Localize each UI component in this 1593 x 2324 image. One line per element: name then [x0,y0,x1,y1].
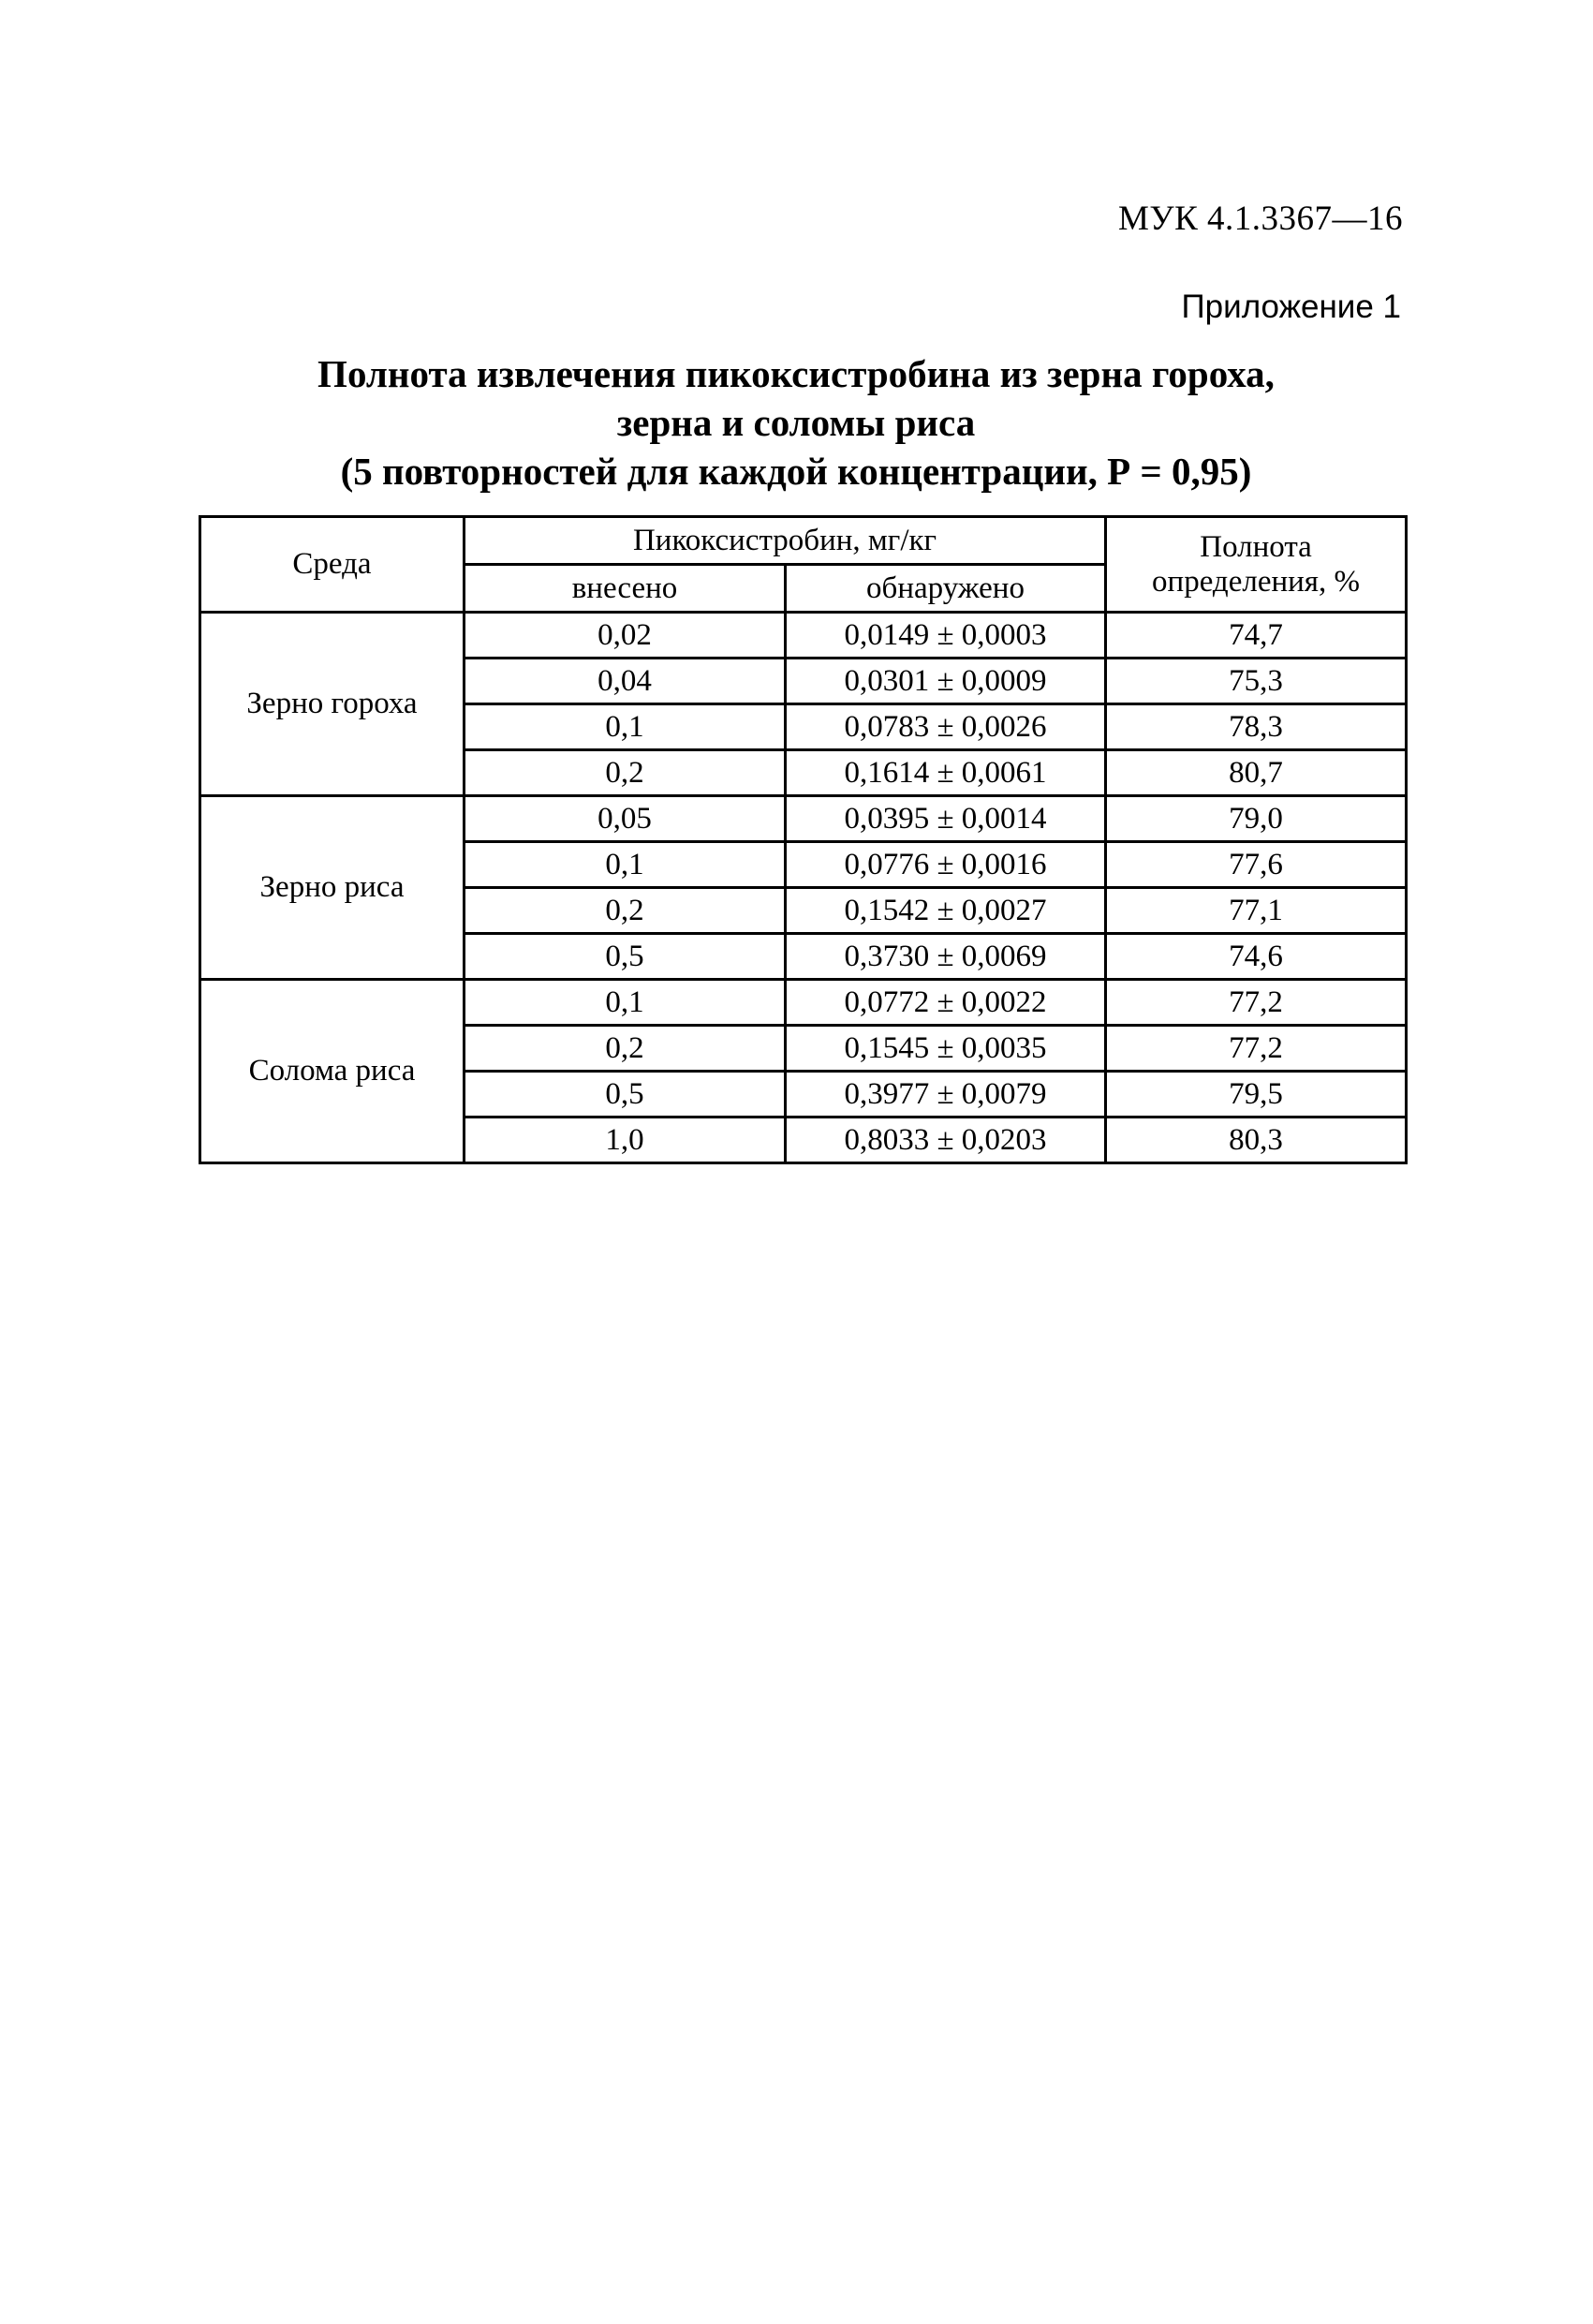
recovery-cell: 74,6 [1106,934,1407,980]
table-header [200,517,1407,613]
header-recovery-line-1: Полнота [1200,530,1312,565]
found-cell: 0,0149 ± 0,0003 [786,613,1106,659]
recovery-cell: 79,0 [1106,796,1407,842]
recovery-cell: 80,7 [1106,750,1407,796]
header-added: внесено [465,565,786,613]
found-cell: 0,1542 ± 0,0027 [786,888,1106,934]
table-row [200,613,1407,659]
added-cell: 0,5 [465,934,786,980]
table-body [200,613,1407,1163]
recovery-cell: 77,6 [1106,842,1407,888]
recovery-cell: 75,3 [1106,659,1407,704]
recovery-table [199,515,1408,1164]
medium-cell: Солома риса [200,980,465,1163]
found-cell: 0,3730 ± 0,0069 [786,934,1106,980]
added-cell: 0,5 [465,1072,786,1118]
recovery-cell: 77,1 [1106,888,1407,934]
header-medium: Среда [200,517,465,613]
found-cell: 0,1614 ± 0,0061 [786,750,1106,796]
header-row-1 [200,517,1407,565]
table-title-line-3: (5 повторностей для каждой концентрации, Р = 0,95) [340,450,1252,493]
table-title-line-1: Полнота извлечения пикоксистробина из зерна гороха, [317,352,1275,395]
found-cell: 0,0301 ± 0,0009 [786,659,1106,704]
recovery-cell: 74,7 [1106,613,1407,659]
medium-cell: Зерно гороха [200,613,465,796]
added-cell: 0,2 [465,750,786,796]
recovery-cell: 78,3 [1106,704,1407,750]
recovery-cell: 77,2 [1106,1026,1407,1072]
added-cell: 0,2 [465,888,786,934]
found-cell: 0,0776 ± 0,0016 [786,842,1106,888]
table-row [200,980,1407,1026]
added-cell: 0,04 [465,659,786,704]
found-cell: 0,8033 ± 0,0203 [786,1118,1106,1163]
header-recovery [1106,517,1407,613]
found-cell: 0,3977 ± 0,0079 [786,1072,1106,1118]
header-recovery-line-2: определения, % [1152,564,1360,599]
header-picoxystrobin-group: Пикоксистробин, мг/кг [465,517,1106,565]
header-found: обнаружено [786,565,1106,613]
added-cell: 0,02 [465,613,786,659]
added-cell: 1,0 [465,1118,786,1163]
recovery-cell: 77,2 [1106,980,1407,1026]
document-code: МУК 4.1.3367—16 [1117,200,1403,238]
found-cell: 0,0783 ± 0,0026 [786,704,1106,750]
recovery-cell: 80,3 [1106,1118,1407,1163]
appendix-label: Приложение 1 [1181,289,1401,325]
medium-cell: Зерно риса [200,796,465,980]
found-cell: 0,0395 ± 0,0014 [786,796,1106,842]
found-cell: 0,1545 ± 0,0035 [786,1026,1106,1072]
added-cell: 0,1 [465,704,786,750]
table-row [200,796,1407,842]
added-cell: 0,05 [465,796,786,842]
table-title-line-2: зерна и соломы риса [616,401,976,444]
added-cell: 0,1 [465,980,786,1026]
found-cell: 0,0772 ± 0,0022 [786,980,1106,1026]
added-cell: 0,1 [465,842,786,888]
recovery-cell: 79,5 [1106,1072,1407,1118]
added-cell: 0,2 [465,1026,786,1072]
